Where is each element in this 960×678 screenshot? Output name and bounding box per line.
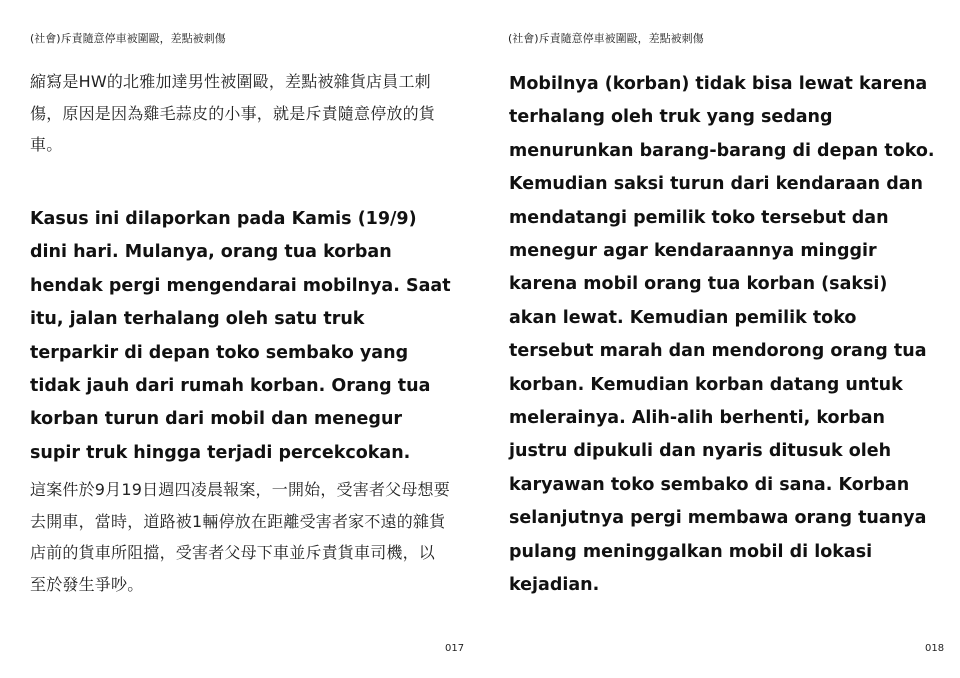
right-paragraph-indonesian: Mobilnya (korban) tidak bisa lewat karena terhalang oleh truk yang sedang menurunkan barang-barang di depan toko. Kemudian saksi turun dari kendaraan dan mendatangi pemilik toko tersebut dan menegur agar kendaraannya minggir karena mobil orang tua korban (saksi) akan lewat. Kemudian pemilik toko tersebut marah dan mendorong orang tua korban. Kemudian korban datang untuk melerainya. Alih-alih berhenti, korban justru dipukuli dan nyaris ditusuk oleh karyawan toko sembako di sana. Korban selanjutnya pergi membawa orang tuanya pulang meninggalkan mobil di lokasi kejadian. [509, 74, 935, 596]
left-page-number: 017 [445, 643, 465, 654]
right-running-header: (社會)斥責隨意停車被圍毆，差點被刺傷 [508, 32, 704, 45]
right-page-number: 018 [925, 643, 945, 654]
left-paragraph-indonesian: Kasus ini dilaporkan pada Kamis (19/9) dini hari. Mulanya, orang tua korban hendak pergi mengendarai mobilnya. Saat itu, jalan terhalang oleh satu truk terparkir di depan toko sembako yang tidak jauh dari rumah korban. Orang tua korban turun dari mobil dan menegur supir truk hingga terjadi percekcokan. [30, 209, 451, 463]
left-paragraph-chinese-2: 這案件於9月19日週四凌晨報案，一開始，受害者父母想要去開車，當時，道路被1輛停放在距離受害者家不遠的雜貨店前的貨車所阻擋，受害者父母下車並斥責貨車司機，以至於發生爭吵。 [30, 480, 450, 595]
right-page [480, 0, 960, 678]
left-running-header: (社會)斥責隨意停車被圍毆，差點被刺傷 [30, 32, 226, 45]
left-paragraph-chinese-1: 縮寫是HW的北雅加達男性被圍毆，差點被雜貨店員工刺傷，原因是因為雞毛蒜皮的小事，就是斥責隨意停放的貨車。 [30, 72, 436, 155]
